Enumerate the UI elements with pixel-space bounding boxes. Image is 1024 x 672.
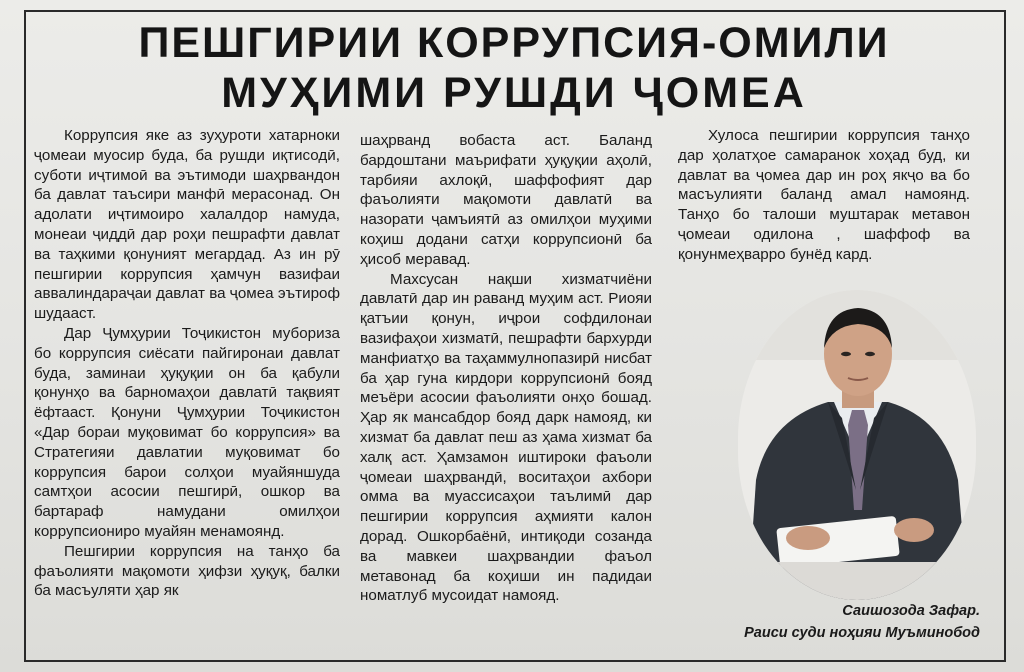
- photo-caption: [660, 600, 980, 644]
- column-1-paragraph-2: Дар Ҷумҳурии Тоҷикистон мубориза бо коррупсия сиёсати пайгиронаи давлат буда, заминаи ҳуқуқии он ба қабули қонунҳо ва барномаҳои давлатӣ тақвият ёфтааст. Қонуни Ҷумҳурии Тоҷикистон «Дар бораи муқовимат бо коррупсия» ва Стратегияи давлатии муқовимат бо коррупсия барои солҳои муайяншуда самтҳои асосии пешгирӣ, ошкор ва бартараф намудани омилҳои коррупсиониро муайян менамоянд.: [34, 324, 340, 540]
- column-1-paragraph-3: Пешгирии коррупсия на танҳо ба фаъолияти мақомоти ҳифзи ҳуқуқ, балки ба масъуляти ҳар як: [34, 542, 340, 600]
- headline-line-2: МУҲИМИ РУШДИ ҶОМЕА: [221, 69, 807, 117]
- article-headline: [26, 18, 1002, 118]
- caption-title: Раиси суди ноҳияи Муъминобод: [744, 625, 980, 641]
- article-column-2: [360, 131, 652, 606]
- column-2-paragraph-2: Махсусан нақши хизматчиёни давлатӣ дар ин раванд муҳим аст. Риояи қатъии қонун, иҷрои софдилонаи вазифаҳои хизматӣ, пешрафти бархурди манфиатҳо ва таҳаммулнопазирӣ нисбат ба ҳар гуна кирдори коррупсионӣ бояд меъёри асосии фаъолияти онҳо бошад. Ҳар як мансабдор бояд дарк намояд, ки хизмат ба давлат пеш аз ҳама хизмат ба халқ аст. Ҳамзамон иштироки фаъоли ҷомеаи шаҳрвандӣ, воситаҳои ахбори омма ва муассисаҳои таълимӣ дар пешгирии коррупсия аҳмияти калон дорад. Ошкорбаёнӣ, интиқоди созанда ва мавкеи шаҳрвандии фаъол метавонад ба коҳиши ин падидаи номатлуб мусоидат намояд.: [360, 270, 652, 605]
- column-1-paragraph-1: Коррупсия яке аз зуҳуроти хатарноки ҷомеаи муосир буда, ба рушди иқтисодӣ, суботи иҷтимоӣ ва эътимоди шаҳрвандон ба давлат таъсири манфӣ мерасонад. Он адолати иҷтимоиро халалдор намуда, монеаи ҷиддӣ дар роҳи пешрафти давлат ва таҳкими қонуният мегардад. Аз ин рӯ пешгирии коррупсия ҳамчун вазифаи аввалиндараҷаи давлат ва ҷомеа эътироф шудааст.: [34, 127, 340, 323]
- column-3-paragraph-1: Хулоса пешгирии коррупсия танҳо дар ҳолатҳое самаранок хоҳад буд, ки давлат ва ҷомеа дар ин роҳ якҷо ва бо масъулияти баланд амал намоянд. Танҳо бо талоши муштарак метавон ҷомеаи одилона , шаффоф ва қонунмеҳварро бунёд кард.: [678, 127, 970, 263]
- author-photo: [738, 290, 976, 600]
- article-column-1: [34, 126, 340, 601]
- caption-name: Саишозода Зафар.: [842, 603, 980, 619]
- headline-line-1: ПЕШГИРИИ КОРРУПСИЯ-ОМИЛИ: [138, 19, 890, 67]
- article-column-3: [678, 126, 970, 265]
- column-2-paragraph-1: шаҳрванд вобаста аст. Баланд бардоштани маърифати ҳуқуқии аҳолӣ, тарбияи ахлоқӣ, шаффофият дар фаъолияти мақомоти давлатӣ ва назорати ҷамъиятӣ аз омилҳои муҳими коҳиш додани сатҳи коррупсионӣ ба ҳисоб меравад.: [360, 132, 652, 268]
- person-portrait-icon: [738, 290, 976, 600]
